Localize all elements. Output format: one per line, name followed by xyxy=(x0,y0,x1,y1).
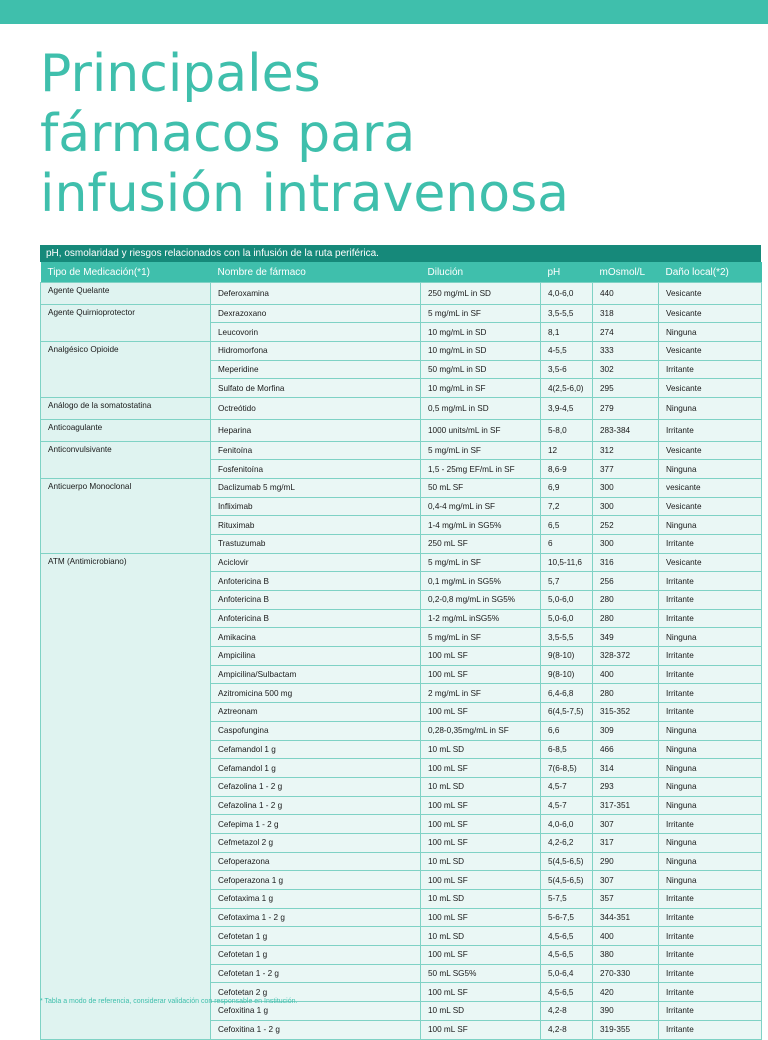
ph-cell: 7,2 xyxy=(541,497,593,516)
table-row xyxy=(41,478,762,497)
title-line: infusión intravenosa xyxy=(40,164,570,224)
drug-name-cell: Deferoxamina xyxy=(211,283,421,305)
ph-cell: 5,0-6,0 xyxy=(541,591,593,610)
dilution-cell: 10 mL SD xyxy=(421,740,541,759)
dilution-cell: 1-4 mg/mL in SG5% xyxy=(421,516,541,535)
local-damage-cell: Irritante xyxy=(659,908,762,927)
mosmol-cell: 466 xyxy=(593,740,659,759)
drug-name-cell: Cefoperazona 1 g xyxy=(211,871,421,890)
drug-name-cell: Cefotetan 1 - 2 g xyxy=(211,964,421,983)
local-damage-cell: Ninguna xyxy=(659,516,762,535)
drug-name-cell: Hidromorfona xyxy=(211,342,421,361)
mosmol-cell: 317-351 xyxy=(593,796,659,815)
medication-type-cell: Analgésico Opioide xyxy=(41,342,211,398)
local-damage-cell: Irritante xyxy=(659,983,762,1002)
dilution-cell: 10 mg/mL in SD xyxy=(421,342,541,361)
drug-name-cell: Cefepima 1 - 2 g xyxy=(211,815,421,834)
drug-name-cell: Cefotaxima 1 g xyxy=(211,890,421,909)
mosmol-cell: 300 xyxy=(593,534,659,553)
dilution-cell: 1-2 mg/mL inSG5% xyxy=(421,609,541,628)
mosmol-cell: 312 xyxy=(593,441,659,460)
title-line: fármacos para xyxy=(40,104,416,164)
mosmol-cell: 380 xyxy=(593,946,659,965)
drug-name-cell: Cefoxitina 1 g xyxy=(211,1002,421,1021)
mosmol-cell: 333 xyxy=(593,342,659,361)
ph-cell: 9(8-10) xyxy=(541,647,593,666)
header-dilution: Dilución xyxy=(421,262,541,283)
ph-cell: 7(6-8,5) xyxy=(541,759,593,778)
mosmol-cell: 309 xyxy=(593,721,659,740)
drug-name-cell: Anfotericina B xyxy=(211,609,421,628)
dilution-cell: 250 mL SF xyxy=(421,534,541,553)
drug-name-cell: Cefotetan 1 g xyxy=(211,946,421,965)
medication-type-cell: Análogo de la somatostatina xyxy=(41,398,211,420)
drug-name-cell: Fosfenitoína xyxy=(211,460,421,479)
drug-name-cell: Cefazolina 1 - 2 g xyxy=(211,796,421,815)
ph-cell: 3,5-5,5 xyxy=(541,304,593,323)
dilution-cell: 10 mg/mL in SF xyxy=(421,379,541,398)
mosmol-cell: 307 xyxy=(593,871,659,890)
local-damage-cell: Ninguna xyxy=(659,852,762,871)
table-header-row xyxy=(41,262,762,283)
table-row xyxy=(41,304,762,323)
ph-cell: 6,5 xyxy=(541,516,593,535)
drug-name-cell: Ampicilina/Sulbactam xyxy=(211,665,421,684)
ph-cell: 4,5-7 xyxy=(541,796,593,815)
ph-cell: 6-8,5 xyxy=(541,740,593,759)
dilution-cell: 0,4-4 mg/mL in SF xyxy=(421,497,541,516)
mosmol-cell: 314 xyxy=(593,759,659,778)
local-damage-cell: Vesicante xyxy=(659,379,762,398)
mosmol-cell: 252 xyxy=(593,516,659,535)
table-row xyxy=(41,398,762,420)
header-medication-type: Tipo de Medicación(*1) xyxy=(41,262,211,283)
mosmol-cell: 290 xyxy=(593,852,659,871)
ph-cell: 4,2-8 xyxy=(541,1002,593,1021)
drug-name-cell: Cefamandol 1 g xyxy=(211,759,421,778)
ph-cell: 4,5-6,5 xyxy=(541,927,593,946)
mosmol-cell: 256 xyxy=(593,572,659,591)
local-damage-cell: Irritante xyxy=(659,647,762,666)
top-color-bar xyxy=(0,0,768,24)
mosmol-cell: 377 xyxy=(593,460,659,479)
table-row xyxy=(41,441,762,460)
drug-name-cell: Sulfato de Morfina xyxy=(211,379,421,398)
medication-type-cell: Agente Quirnioprotector xyxy=(41,304,211,341)
local-damage-cell: Irritante xyxy=(659,890,762,909)
ph-cell: 5(4,5-6,5) xyxy=(541,852,593,871)
dilution-cell: 100 mL SF xyxy=(421,983,541,1002)
ph-cell: 3,5-5,5 xyxy=(541,628,593,647)
drug-name-cell: Amikacina xyxy=(211,628,421,647)
drug-name-cell: Cefoxitina 1 - 2 g xyxy=(211,1020,421,1039)
dilution-cell: 10 mg/mL in SD xyxy=(421,323,541,342)
medication-type-cell: ATM (Antimicrobiano) xyxy=(41,553,211,1039)
ph-cell: 8,1 xyxy=(541,323,593,342)
local-damage-cell: Irritante xyxy=(659,815,762,834)
local-damage-cell: Ninguna xyxy=(659,759,762,778)
local-damage-cell: Ninguna xyxy=(659,796,762,815)
ph-cell: 6,6 xyxy=(541,721,593,740)
mosmol-cell: 302 xyxy=(593,360,659,379)
ph-cell: 5,0-6,4 xyxy=(541,964,593,983)
drug-name-cell: Cefoperazona xyxy=(211,852,421,871)
header-mosmol: mOsmol/L xyxy=(593,262,659,283)
local-damage-cell: Irritante xyxy=(659,684,762,703)
local-damage-cell: Irritante xyxy=(659,1002,762,1021)
title-line: Principales xyxy=(40,44,321,104)
ph-cell: 5(4,5-6,5) xyxy=(541,871,593,890)
mosmol-cell: 280 xyxy=(593,609,659,628)
mosmol-cell: 300 xyxy=(593,478,659,497)
dilution-cell: 0,5 mg/mL in SD xyxy=(421,398,541,420)
dilution-cell: 100 mL SF xyxy=(421,759,541,778)
local-damage-cell: Ninguna xyxy=(659,398,762,420)
drug-name-cell: Anfotericina B xyxy=(211,572,421,591)
table-body xyxy=(41,283,762,1040)
mosmol-cell: 349 xyxy=(593,628,659,647)
local-damage-cell: Vesicante xyxy=(659,497,762,516)
footnote: * Tabla a modo de referencia, considerar validación con responsable en Institución. xyxy=(40,998,298,1005)
mosmol-cell: 316 xyxy=(593,553,659,572)
ph-cell: 6(4,5-7,5) xyxy=(541,703,593,722)
local-damage-cell: Ninguna xyxy=(659,833,762,852)
dilution-cell: 2 mg/mL in SF xyxy=(421,684,541,703)
drug-name-cell: Caspofungina xyxy=(211,721,421,740)
mosmol-cell: 283-384 xyxy=(593,419,659,441)
dilution-cell: 100 mL SF xyxy=(421,908,541,927)
mosmol-cell: 300 xyxy=(593,497,659,516)
dilution-cell: 0,28-0,35mg/mL in SF xyxy=(421,721,541,740)
drug-name-cell: Aztreonam xyxy=(211,703,421,722)
medication-type-cell: Anticoagulante xyxy=(41,419,211,441)
local-damage-cell: Vesicante xyxy=(659,553,762,572)
mosmol-cell: 315-352 xyxy=(593,703,659,722)
local-damage-cell: Irritante xyxy=(659,360,762,379)
ph-cell: 6,4-6,8 xyxy=(541,684,593,703)
ph-cell: 12 xyxy=(541,441,593,460)
mosmol-cell: 307 xyxy=(593,815,659,834)
local-damage-cell: Irritante xyxy=(659,1020,762,1039)
mosmol-cell: 400 xyxy=(593,927,659,946)
dilution-cell: 5 mg/mL in SF xyxy=(421,553,541,572)
dilution-cell: 50 mL SF xyxy=(421,478,541,497)
dilution-cell: 5 mg/mL in SF xyxy=(421,304,541,323)
dilution-cell: 10 mL SD xyxy=(421,927,541,946)
ph-cell: 5,0-6,0 xyxy=(541,609,593,628)
medication-type-cell: Anticonvulsivante xyxy=(41,441,211,478)
dilution-cell: 10 mL SD xyxy=(421,852,541,871)
mosmol-cell: 279 xyxy=(593,398,659,420)
table-row xyxy=(41,419,762,441)
ph-cell: 3,9-4,5 xyxy=(541,398,593,420)
medication-type-cell: Agente Quelante xyxy=(41,283,211,305)
drug-name-cell: Ampicilina xyxy=(211,647,421,666)
table-row xyxy=(41,553,762,572)
dilution-cell: 5 mg/mL in SF xyxy=(421,441,541,460)
dilution-cell: 0,1 mg/mL in SG5% xyxy=(421,572,541,591)
ph-cell: 4,0-6,0 xyxy=(541,815,593,834)
local-damage-cell: Ninguna xyxy=(659,871,762,890)
dilution-cell: 10 mL SD xyxy=(421,1002,541,1021)
local-damage-cell: Ninguna xyxy=(659,323,762,342)
local-damage-cell: Vesicante xyxy=(659,342,762,361)
drug-name-cell: Azitromicina 500 mg xyxy=(211,684,421,703)
local-damage-cell: Irritante xyxy=(659,946,762,965)
ph-cell: 5,7 xyxy=(541,572,593,591)
mosmol-cell: 390 xyxy=(593,1002,659,1021)
ph-cell: 4-5,5 xyxy=(541,342,593,361)
ph-cell: 4,5-6,5 xyxy=(541,946,593,965)
local-damage-cell: Irritante xyxy=(659,703,762,722)
drug-name-cell: Dexrazoxano xyxy=(211,304,421,323)
ph-cell: 4,2-8 xyxy=(541,1020,593,1039)
dilution-cell: 50 mg/mL in SD xyxy=(421,360,541,379)
header-drug-name: Nombre de fármaco xyxy=(211,262,421,283)
dilution-cell: 1,5 - 25mg EF/mL in SF xyxy=(421,460,541,479)
drug-name-cell: Heparina xyxy=(211,419,421,441)
dilution-cell: 100 mL SF xyxy=(421,647,541,666)
table-row xyxy=(41,342,762,361)
drug-name-cell: Anfotericina B xyxy=(211,591,421,610)
ph-cell: 4,0-6,0 xyxy=(541,283,593,305)
mosmol-cell: 274 xyxy=(593,323,659,342)
ph-cell: 6,9 xyxy=(541,478,593,497)
header-local-damage: Daño local(*2) xyxy=(659,262,762,283)
drug-name-cell: Cefazolina 1 - 2 g xyxy=(211,777,421,796)
dilution-cell: 10 mL SD xyxy=(421,777,541,796)
mosmol-cell: 420 xyxy=(593,983,659,1002)
mosmol-cell: 319-355 xyxy=(593,1020,659,1039)
table-row xyxy=(41,283,762,305)
mosmol-cell: 293 xyxy=(593,777,659,796)
dilution-cell: 100 mL SF xyxy=(421,796,541,815)
drug-name-cell: Fenitoína xyxy=(211,441,421,460)
dilution-cell: 50 mL SG5% xyxy=(421,964,541,983)
drug-name-cell: Infliximab xyxy=(211,497,421,516)
drug-name-cell: Leucovorin xyxy=(211,323,421,342)
mosmol-cell: 400 xyxy=(593,665,659,684)
ph-cell: 4,2-6,2 xyxy=(541,833,593,852)
local-damage-cell: Irritante xyxy=(659,591,762,610)
drug-table xyxy=(40,262,762,1040)
local-damage-cell: Irritante xyxy=(659,927,762,946)
mosmol-cell: 270-330 xyxy=(593,964,659,983)
drug-name-cell: Trastuzumab xyxy=(211,534,421,553)
ph-cell: 5-8,0 xyxy=(541,419,593,441)
local-damage-cell: Ninguna xyxy=(659,740,762,759)
ph-cell: 10,5-11,6 xyxy=(541,553,593,572)
mosmol-cell: 280 xyxy=(593,684,659,703)
local-damage-cell: Ninguna xyxy=(659,628,762,647)
ph-cell: 4,5-6,5 xyxy=(541,983,593,1002)
drug-name-cell: Aciclovir xyxy=(211,553,421,572)
ph-cell: 9(8-10) xyxy=(541,665,593,684)
mosmol-cell: 344-351 xyxy=(593,908,659,927)
dilution-cell: 100 mL SF xyxy=(421,703,541,722)
drug-name-cell: Cefamandol 1 g xyxy=(211,740,421,759)
mosmol-cell: 440 xyxy=(593,283,659,305)
local-damage-cell: Irritante xyxy=(659,964,762,983)
ph-cell: 6 xyxy=(541,534,593,553)
mosmol-cell: 328-372 xyxy=(593,647,659,666)
ph-cell: 8,6-9 xyxy=(541,460,593,479)
mosmol-cell: 280 xyxy=(593,591,659,610)
dilution-cell: 100 mL SF xyxy=(421,871,541,890)
local-damage-cell: Ninguna xyxy=(659,721,762,740)
local-damage-cell: Irritante xyxy=(659,534,762,553)
ph-cell: 3,5-6 xyxy=(541,360,593,379)
drug-name-cell: Cefotetan 1 g xyxy=(211,927,421,946)
mosmol-cell: 295 xyxy=(593,379,659,398)
drug-name-cell: Cefotetan 2 g xyxy=(211,983,421,1002)
local-damage-cell: Ninguna xyxy=(659,777,762,796)
local-damage-cell: Vesicante xyxy=(659,283,762,305)
medication-type-cell: Anticuerpo Monoclonal xyxy=(41,478,211,553)
dilution-cell: 100 mL SF xyxy=(421,665,541,684)
local-damage-cell: Vesicante xyxy=(659,304,762,323)
drug-name-cell: Cefmetazol 2 g xyxy=(211,833,421,852)
dilution-cell: 100 mL SF xyxy=(421,833,541,852)
drug-name-cell: Daclizumab 5 mg/mL xyxy=(211,478,421,497)
dilution-cell: 1000 units/mL in SF xyxy=(421,419,541,441)
table-caption: pH, osmolaridad y riesgos relacionados con la infusión de la ruta periférica. xyxy=(40,245,761,262)
local-damage-cell: Vesicante xyxy=(659,441,762,460)
local-damage-cell: Irritante xyxy=(659,419,762,441)
local-damage-cell: vesicante xyxy=(659,478,762,497)
ph-cell: 5-7,5 xyxy=(541,890,593,909)
dilution-cell: 10 mL SD xyxy=(421,890,541,909)
mosmol-cell: 357 xyxy=(593,890,659,909)
dilution-cell: 250 mg/mL in SD xyxy=(421,283,541,305)
drug-name-cell: Cefotaxima 1 - 2 g xyxy=(211,908,421,927)
dilution-cell: 100 mL SF xyxy=(421,946,541,965)
ph-cell: 4(2,5-6,0) xyxy=(541,379,593,398)
header-ph: pH xyxy=(541,262,593,283)
local-damage-cell: Irritante xyxy=(659,609,762,628)
ph-cell: 4,5-7 xyxy=(541,777,593,796)
ph-cell: 5-6-7,5 xyxy=(541,908,593,927)
local-damage-cell: Irritante xyxy=(659,572,762,591)
drug-table-container xyxy=(40,245,761,1040)
dilution-cell: 0,2-0,8 mg/mL in SG5% xyxy=(421,591,541,610)
drug-name-cell: Rituximab xyxy=(211,516,421,535)
page-title xyxy=(40,44,569,224)
drug-name-cell: Meperidine xyxy=(211,360,421,379)
mosmol-cell: 318 xyxy=(593,304,659,323)
dilution-cell: 100 mL SF xyxy=(421,815,541,834)
mosmol-cell: 317 xyxy=(593,833,659,852)
dilution-cell: 100 mL SF xyxy=(421,1020,541,1039)
drug-name-cell: Octreótido xyxy=(211,398,421,420)
dilution-cell: 5 mg/mL in SF xyxy=(421,628,541,647)
local-damage-cell: Ninguna xyxy=(659,460,762,479)
local-damage-cell: Irritante xyxy=(659,665,762,684)
